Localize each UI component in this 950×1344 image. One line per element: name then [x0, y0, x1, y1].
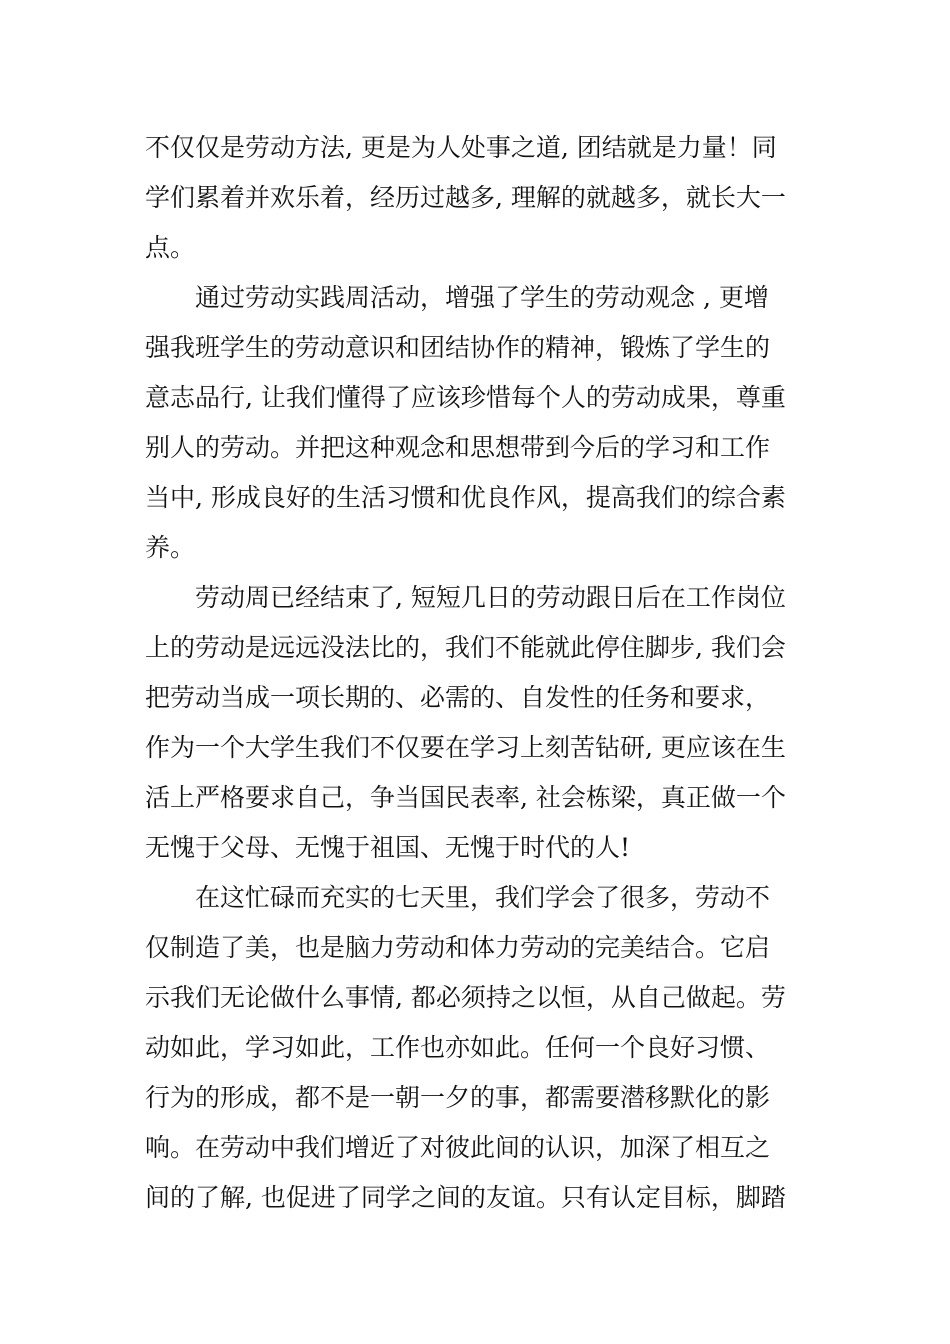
paragraph-first-line: 通过劳动实践周活动，增强了学生的劳动观念 , 更增: [195, 283, 769, 312]
text-line: 强我班学生的劳动意识和团结协作的精神，锻炼了学生的: [145, 333, 771, 362]
text-line: 活上严格要求自己，争当国民表率, 社会栋梁，真正做一个: [145, 783, 786, 812]
text-line: 不仅仅是劳动方法, 更是为人处事之道, 团结就是力量！同: [145, 133, 777, 162]
text-line: 间的了解, 也促进了同学之间的友谊。只有认定目标，脚踏: [145, 1183, 786, 1212]
text-line: 点。: [145, 233, 196, 262]
text-line: 学们累着并欢乐着，经历过越多, 理解的就越多，就长大一: [145, 183, 786, 212]
text-line: 无愧于父母、无愧于祖国、无愧于时代的人!: [145, 833, 631, 862]
text-line: 仅制造了美，也是脑力劳动和体力劳动的完美结合。它启: [145, 933, 771, 962]
text-line: 别人的劳动。并把这种观念和思想带到今后的学习和工作: [145, 433, 771, 462]
text-line: 行为的形成，都不是一朝一夕的事，都需要潜移默化的影: [145, 1083, 771, 1112]
text-line: 当中, 形成良好的生活习惯和优良作风，提高我们的综合素: [145, 483, 786, 512]
text-line: 作为一个大学生我们不仅要在学习上刻苦钻研, 更应该在生: [145, 733, 786, 762]
text-line: 示我们无论做什么事情, 都必须持之以恒，从自己做起。劳: [145, 983, 786, 1012]
paragraph-first-line: 在这忙碌而充实的七天里，我们学会了很多，劳动不: [195, 883, 771, 912]
text-line: 动如此，学习如此，工作也亦如此。任何一个良好习惯、: [145, 1033, 771, 1062]
text-line: 养。: [145, 533, 196, 562]
paragraph-first-line: 劳动周已经结束了, 短短几日的劳动跟日后在工作岗位: [195, 583, 786, 612]
text-line: 把劳动当成一项长期的、必需的、自发性的任务和要求，: [145, 683, 771, 712]
text-line: 响。在劳动中我们增近了对彼此间的认识，加深了相互之: [145, 1133, 771, 1162]
text-line: 上的劳动是远远没法比的，我们不能就此停住脚步, 我们会: [145, 633, 786, 662]
text-line: 意志品行, 让我们懂得了应该珍惜每个人的劳动成果，尊重: [145, 383, 786, 412]
